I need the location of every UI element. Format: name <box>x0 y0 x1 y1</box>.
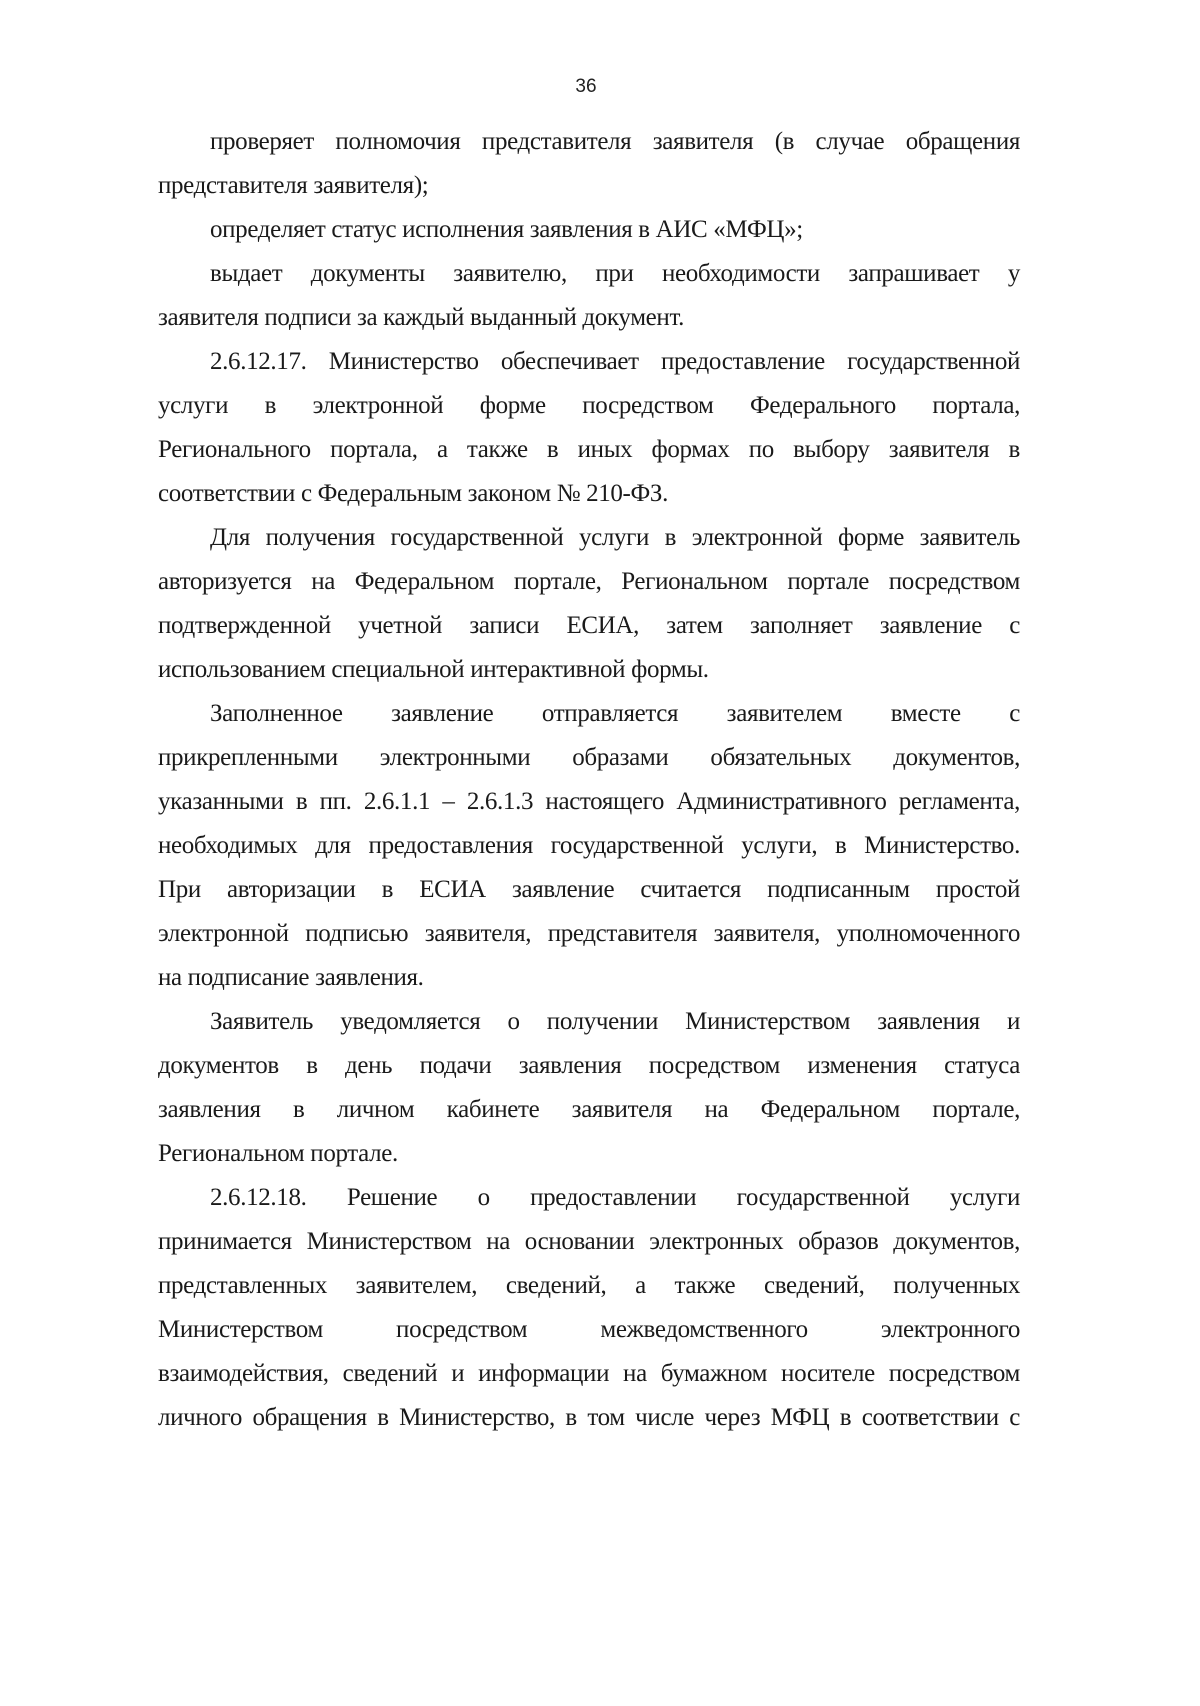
text-line: При авторизации в ЕСИА заявление считается подписанным простой <box>158 876 1020 903</box>
paragraph-issue-documents <box>158 252 1020 340</box>
text-line: взаимодействия, сведений и информации на бумажном носителе посредством <box>158 1360 1020 1387</box>
text-line: электронной подписью заявителя, представителя заявителя, уполномоченного <box>158 920 1020 947</box>
text-line: авторизуется на Федеральном портале, Региональном портале посредством <box>158 568 1020 595</box>
text-line: 2.6.12.18. Решение о предоставлении государственной услуги <box>210 1184 1020 1211</box>
text-line: на подписание заявления. <box>158 964 424 991</box>
text-line: проверяет полномочия представителя заявителя (в случае обращения <box>210 128 1020 155</box>
paragraph-check-representative-authority <box>158 120 1020 208</box>
text-line: Для получения государственной услуги в электронной форме заявитель <box>210 524 1020 551</box>
text-line: документов в день подачи заявления посредством изменения статуса <box>158 1052 1020 1079</box>
text-line: определяет статус исполнения заявления в АИС «МФЦ»; <box>210 216 803 243</box>
text-line: выдает документы заявителю, при необходимости запрашивает у <box>210 260 1020 287</box>
text-line: услуги в электронной форме посредством Федерального портала, <box>158 392 1020 419</box>
paragraph-2-6-12-18 <box>158 1176 1020 1440</box>
text-line: прикрепленными электронными образами обязательных документов, <box>158 744 1020 771</box>
text-line: личного обращения в Министерство, в том числе через МФЦ в соответствии с <box>158 1404 1020 1431</box>
paragraph-2-6-12-17 <box>158 340 1020 516</box>
text-line: соответствии с Федеральным законом № 210-ФЗ. <box>158 480 669 507</box>
text-line: Заполненное заявление отправляется заявителем вместе с <box>210 700 1020 727</box>
text-line: подтвержденной учетной записи ЕСИА, затем заполняет заявление с <box>158 612 1020 639</box>
text-line: Министерством посредством межведомственного электронного <box>158 1316 1020 1343</box>
text-line: использованием специальной интерактивной формы. <box>158 656 709 683</box>
text-line: заявителя подписи за каждый выданный документ. <box>158 304 685 331</box>
text-line: представленных заявителем, сведений, а также сведений, полученных <box>158 1272 1020 1299</box>
text-line: заявления в личном кабинете заявителя на Федеральном портале, <box>158 1096 1020 1123</box>
text-line: 2.6.12.17. Министерство обеспечивает предоставление государственной <box>210 348 1020 375</box>
document-body <box>158 120 1020 1440</box>
paragraph-electronic-authorization <box>158 516 1020 692</box>
paragraph-applicant-notification <box>158 1000 1020 1176</box>
text-line: указанными в пп. 2.6.1.1 – 2.6.1.3 настоящего Административного регламента, <box>158 788 1020 815</box>
text-line: Заявитель уведомляется о получении Министерством заявления и <box>210 1008 1020 1035</box>
text-line: представителя заявителя); <box>158 172 429 199</box>
text-line: Регионального портала, а также в иных формах по выбору заявителя в <box>158 436 1020 463</box>
text-line: принимается Министерством на основании электронных образов документов, <box>158 1228 1020 1255</box>
text-line: Региональном портале. <box>158 1140 398 1167</box>
page-number: 36 <box>575 76 597 97</box>
text-line: необходимых для предоставления государственной услуги, в Министерство. <box>158 832 1020 859</box>
paragraph-application-submission <box>158 692 1020 1000</box>
paragraph-determine-status <box>158 208 1020 252</box>
